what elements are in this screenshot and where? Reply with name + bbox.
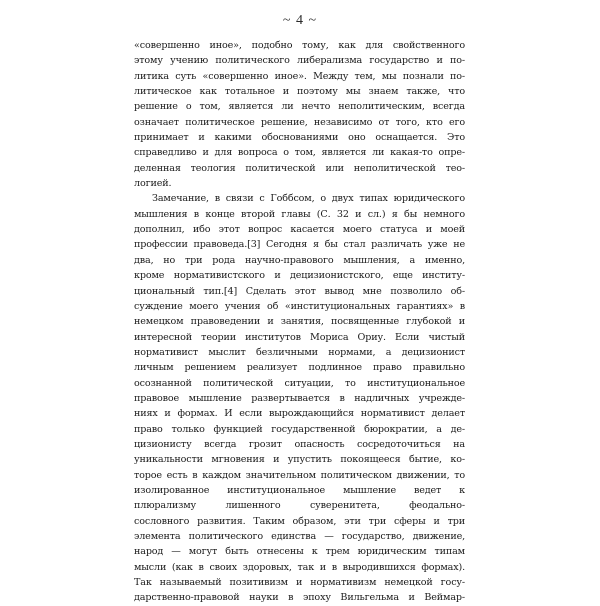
text-line: личным решением реализует подлинное право правильно [134,362,465,374]
text-line: логией. [134,178,172,190]
text-line: циональный тип.[4] Сделать этот вывод мне позволило об- [134,285,465,297]
text-line: «совершенно иное», подобно тому, как для свойственного [134,40,465,51]
text-line: два, но три рода научно-правового мышления, а именно, [134,254,465,266]
text-line: ниях и формах. И если вырождающийся нормативист делает [134,408,465,420]
text-line: плюрализму лишенного суверенитета, феодально- [134,500,465,512]
paragraph-first-line: Замечание, в связи с Гоббсом, о двух типах юридического [152,193,465,205]
text-line: право только функцией государственной бюрократии, а де- [134,423,465,435]
text-line: суждение моего учения об «институциональных гарантиях» в [134,300,465,312]
text-line: деленная теология политической или неполитической тео- [134,162,465,174]
text-line: литическое как тотальное и поэтому мы знаем также, что [134,86,465,98]
text-line: дополнил, ибо этот вопрос касается моего статуса и моей [134,224,465,236]
text-line: означает политическое решение, независимо от того, кто его [134,116,465,128]
text-line: нормативист мыслит безличными нормами, а децизионист [134,346,465,358]
text-line: дарственно-правовой науки в эпоху Вильгельма и Веймар- [134,592,465,604]
text-line: этому учению политического либерализма государство и по- [134,55,465,67]
text-line: сословного развития. Таким образом, эти три сферы и три [134,515,465,527]
text-line: элемента политического единства — государство, движение, [134,531,465,542]
text-line: мысли (как в своих здоровых, так и в выродившихся формах). [134,561,465,573]
text-line: литика суть «совершенно иное». Между тем, мы познали по- [134,70,465,82]
text-line: решение о том, является ли нечто неполитическим, всегда [134,101,465,113]
text-line: мышления в конце второй главы (С. 32 и сл.) я бы немного [134,208,465,220]
text-line: правовое мышление развертывается в надличных учрежде- [134,392,465,404]
text-line: цизионисту всегда грозит опасность сосредоточиться на [134,438,465,450]
text-line: интересной теории институтов Мориса Ориу. Если чистый [134,331,465,343]
text-line: уникальности мгновения и упустить покоящееся бытие, ко- [134,454,465,466]
page-number: ~ 4 ~ [282,13,318,28]
text-line: торое есть в каждом значительном политическом движении, то [134,469,465,481]
text-line: немецком правоведении и занятия, посвященные глубокой и [134,316,465,328]
text-line: изолированное институциональное мышление ведет к [134,484,465,496]
body-text [134,38,465,606]
text-line: принимает и какими обоснованиями оно оснащается. Это [134,132,465,144]
text-line: профессии правоведа.[3] Сегодня я бы стал различать уже не [134,239,465,251]
text-line: справедливо и для вопроса о том, является ли какая-то опре- [134,147,465,159]
text-line: осознанной политической ситуации, то институциональное [134,377,465,389]
text-line: народ — могут быть отнесены к трем юридическим типам [134,546,465,558]
text-line: Так называемый позитивизм и нормативизм немецкой госу- [134,577,465,589]
text-line: кроме нормативистского и децизионистского, еще институ- [134,270,465,282]
